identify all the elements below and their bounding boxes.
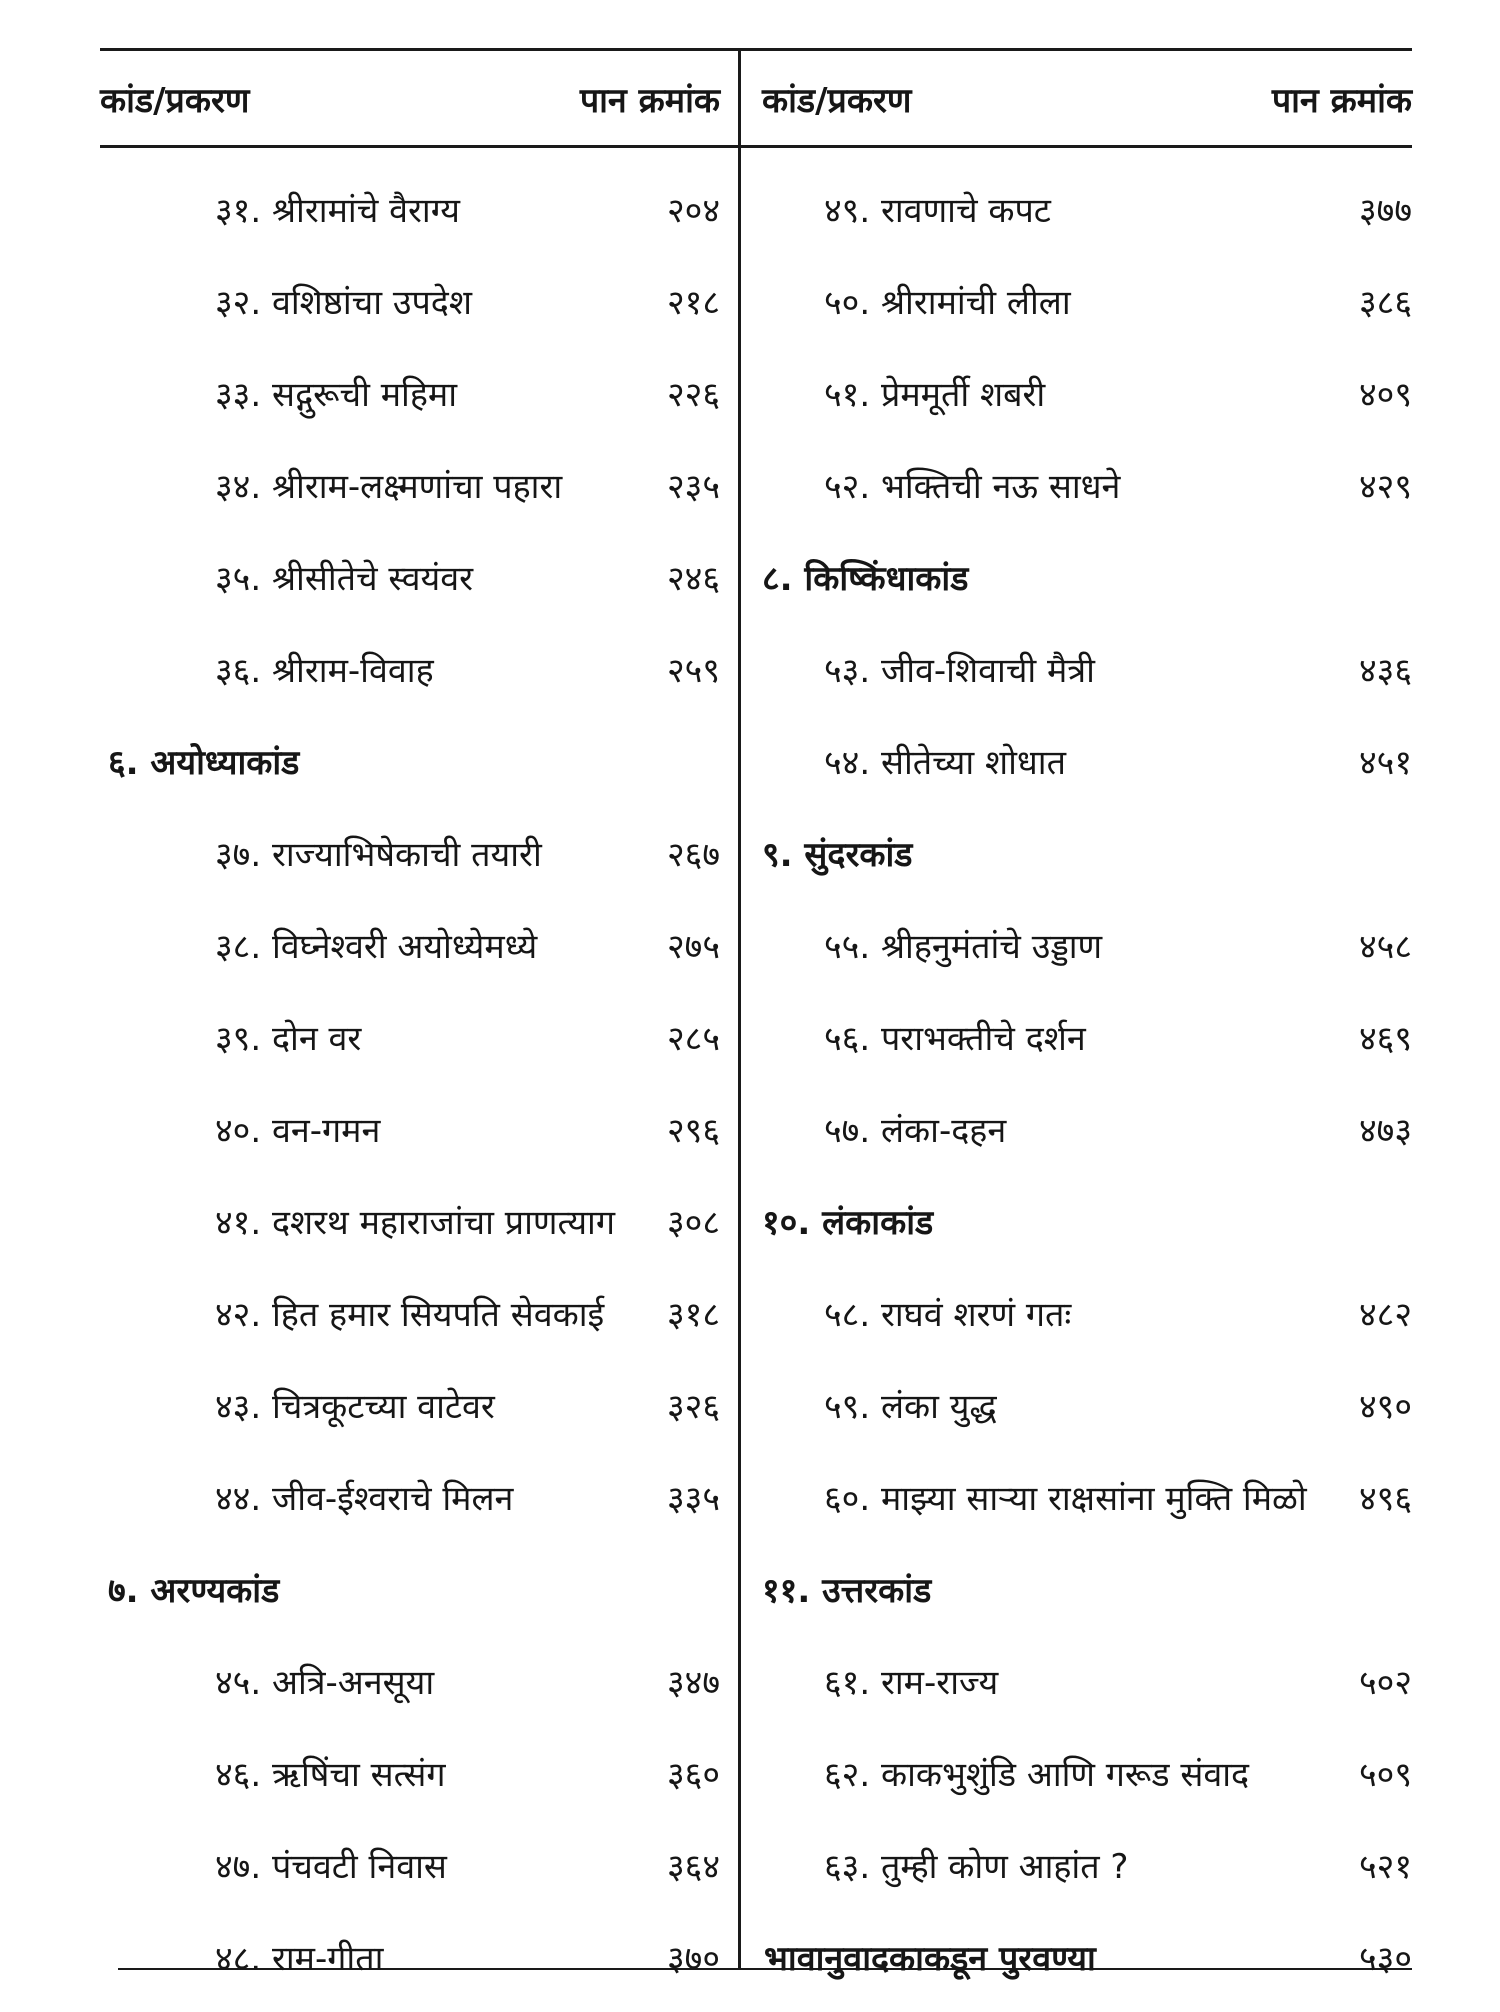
entry-title: ४४. जीव-ईश्वराचे मिलन	[215, 1479, 514, 1519]
toc-entry	[100, 1092, 720, 1184]
toc-entry	[100, 1460, 720, 1552]
entry-title: ५१. प्रेममूर्ती शबरी	[824, 375, 1046, 415]
page-number: ५३०	[1358, 1939, 1412, 1979]
page-number: ३६०	[666, 1755, 720, 1795]
page-number: ३३५	[666, 1479, 720, 1519]
entry-title: ४६. ऋषिंचा सत्संग	[215, 1755, 446, 1795]
section-title: ८. किष्किंधाकांड	[762, 559, 969, 599]
toc-entry	[762, 632, 1412, 724]
section-title: १०. लंकाकांड	[762, 1203, 934, 1243]
toc-entry	[100, 816, 720, 908]
toc-entry	[762, 1276, 1412, 1368]
toc-entry	[100, 264, 720, 356]
entry-title: ३८. विघ्नेश्वरी अयोध्येमध्ये	[215, 927, 538, 967]
page-number: २४६	[666, 559, 720, 599]
toc-entry	[100, 1276, 720, 1368]
page-number: २७५	[666, 927, 720, 967]
entry-title: ३६. श्रीराम-विवाह	[215, 651, 434, 691]
page-number: ३१८	[666, 1295, 720, 1335]
section-heading	[100, 724, 720, 816]
page-number: ४०९	[1358, 375, 1412, 415]
page-number: ३४७	[666, 1663, 720, 1703]
toc-entry	[762, 172, 1412, 264]
page-number: ४५८	[1358, 927, 1412, 967]
toc-entry	[762, 264, 1412, 356]
column-divider	[738, 48, 741, 1970]
left-header-section-label: कांड/प्रकरण	[100, 81, 250, 121]
entry-title: ३१. श्रीरामांचे वैराग्य	[215, 191, 460, 231]
entry-title: ६०. माझ्या साऱ्या राक्षसांना मुक्ति मिळो	[824, 1479, 1307, 1519]
toc-entry	[762, 724, 1412, 816]
toc-entry	[100, 1828, 720, 1920]
page-number: ५०९	[1358, 1755, 1412, 1795]
entry-title: ५६. पराभक्तीचे दर्शन	[824, 1019, 1086, 1059]
top-rule	[100, 48, 1412, 51]
appendix-entry	[762, 1920, 1412, 2012]
page-number: २९६	[666, 1111, 720, 1151]
left-header-page-label: पान क्रमांक	[579, 81, 720, 121]
page-number: ४५१	[1358, 743, 1412, 783]
toc-entry	[100, 908, 720, 1000]
section-heading	[762, 1552, 1412, 1644]
entry-title: ४०. वन-गमन	[215, 1111, 381, 1151]
toc-entry	[100, 1000, 720, 1092]
section-title: ६. अयोध्याकांड	[108, 743, 300, 783]
page-number: ३७०	[666, 1939, 720, 1979]
entry-title: ६२. काकभुशुंडि आणि गरूड संवाद	[824, 1755, 1250, 1795]
right-toc-column	[762, 172, 1412, 2012]
entry-title: ३२. वशिष्ठांचा उपदेश	[215, 283, 472, 323]
page-number: ३८६	[1358, 283, 1412, 323]
page-number: २२६	[666, 375, 720, 415]
entry-title: ५२. भक्तिची नऊ साधने	[824, 467, 1121, 507]
entry-title: ६१. राम-राज्य	[824, 1663, 999, 1703]
page-number: ३२६	[666, 1387, 720, 1427]
section-heading	[100, 1552, 720, 1644]
entry-title: ३३. सद्गुरूची महिमा	[215, 375, 458, 415]
toc-entry	[100, 356, 720, 448]
section-title: ७. अरण्यकांड	[108, 1571, 280, 1611]
entry-title: ४८. राम-गीता	[215, 1939, 384, 1979]
toc-entry	[762, 356, 1412, 448]
page-number: ४९६	[1358, 1479, 1412, 1519]
entry-title: ४१. दशरथ महाराजांचा प्राणत्याग	[215, 1203, 615, 1243]
toc-entry	[762, 1828, 1412, 1920]
toc-entry	[100, 632, 720, 724]
toc-entry	[762, 1000, 1412, 1092]
entry-title: ५९. लंका युद्ध	[824, 1387, 997, 1427]
toc-entry	[100, 1644, 720, 1736]
toc-entry	[100, 172, 720, 264]
page-number: ४८२	[1358, 1295, 1412, 1335]
page-number: ५०२	[1358, 1663, 1412, 1703]
page-number: २३५	[666, 467, 720, 507]
page-number: २८५	[666, 1019, 720, 1059]
entry-title: ३४. श्रीराम-लक्ष्मणांचा पहारा	[215, 467, 563, 507]
page-number: ४७३	[1358, 1111, 1412, 1151]
entry-title: ६३. तुम्ही कोण आहांत ?	[824, 1847, 1129, 1887]
toc-entry	[762, 1460, 1412, 1552]
page-number: २१८	[666, 283, 720, 323]
page-number: ४९०	[1358, 1387, 1412, 1427]
toc-entry	[100, 540, 720, 632]
toc-entry	[100, 1184, 720, 1276]
toc-entry	[100, 1368, 720, 1460]
page-number: ४३६	[1358, 651, 1412, 691]
entry-title: ४५. अत्रि-अनसूया	[215, 1663, 435, 1703]
toc-entry	[762, 1368, 1412, 1460]
toc-entry	[762, 1736, 1412, 1828]
toc-entry	[762, 1644, 1412, 1736]
entry-title: ४९. रावणाचे कपट	[824, 191, 1051, 231]
toc-entry	[100, 1920, 720, 2012]
toc-entry	[762, 448, 1412, 540]
page-number: २०४	[666, 191, 720, 231]
entry-title: भावानुवादकाकडून पुरवण्या	[764, 1939, 1096, 1979]
entry-title: ४३. चित्रकूटच्या वाटेवर	[215, 1387, 495, 1427]
section-heading	[762, 816, 1412, 908]
toc-entry	[100, 1736, 720, 1828]
section-heading	[762, 540, 1412, 632]
right-header-section-label: कांड/प्रकरण	[762, 81, 912, 121]
entry-title: ५४. सीतेच्या शोधात	[824, 743, 1066, 783]
entry-title: ३५. श्रीसीतेचे स्वयंवर	[215, 559, 474, 599]
page-number: ३७७	[1358, 191, 1412, 231]
section-title: ११. उत्तरकांड	[762, 1571, 932, 1611]
entry-title: ५७. लंका-दहन	[824, 1111, 1007, 1151]
entry-title: ५०. श्रीरामांची लीला	[824, 283, 1071, 323]
entry-title: ३९. दोन वर	[215, 1019, 362, 1059]
page-number: ५२१	[1358, 1847, 1412, 1887]
entry-title: ४७. पंचवटी निवास	[215, 1847, 447, 1887]
entry-title: ५५. श्रीहनुमंतांचे उड्डाण	[824, 927, 1103, 967]
page-number: ४२९	[1358, 467, 1412, 507]
toc-entry	[762, 1092, 1412, 1184]
left-toc-column	[100, 172, 720, 2012]
page-number: ४६९	[1358, 1019, 1412, 1059]
page-number: ३०८	[666, 1203, 720, 1243]
toc-entry	[762, 908, 1412, 1000]
entry-title: ५३. जीव-शिवाची मैत्री	[824, 651, 1095, 691]
toc-entry	[100, 448, 720, 540]
page-number: ३६४	[666, 1847, 720, 1887]
page-number: २५९	[666, 651, 720, 691]
right-header-page-label: पान क्रमांक	[1271, 81, 1412, 121]
section-heading	[762, 1184, 1412, 1276]
page-number: २६७	[666, 835, 720, 875]
entry-title: ४२. हित हमार सियपति सेवकाई	[215, 1295, 605, 1335]
entry-title: ३७. राज्याभिषेकाची तयारी	[215, 835, 542, 875]
header-bottom-rule	[100, 145, 1412, 148]
entry-title: ५८. राघवं शरणं गतः	[824, 1295, 1072, 1335]
section-title: ९. सुंदरकांड	[762, 835, 913, 875]
